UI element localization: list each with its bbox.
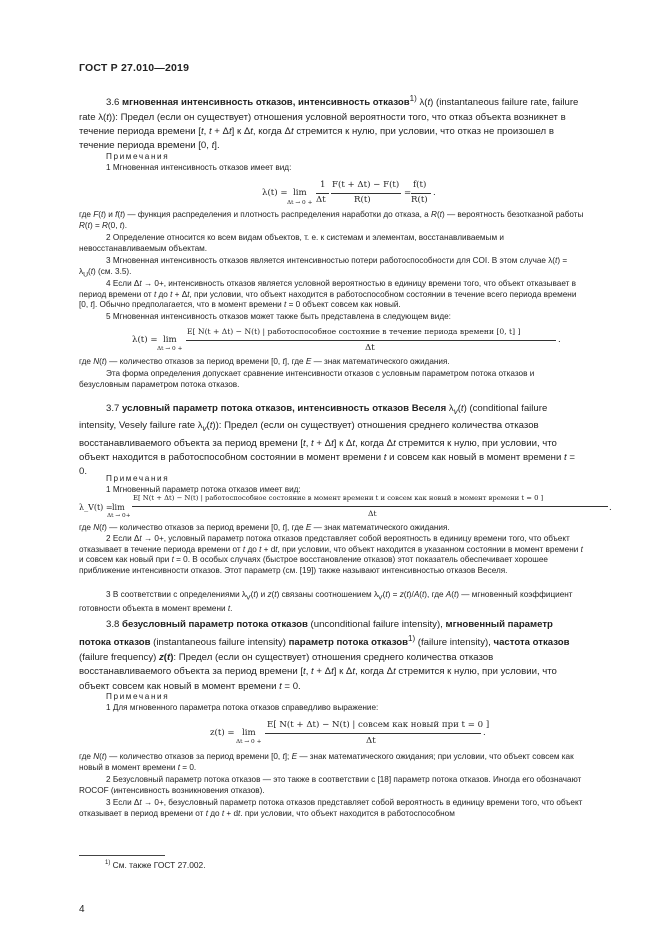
note-3-6-4: 4 Если Δt → 0+, интенсивность отказов является условной вероятностью в единицу времени того, что объект отказывает в период времени от t до t + Δt, при условии, что объект находится в работоспособном состоянии в течение всего периода времени [0, t]. Обычно предполагается, что в момент времени t = 0 объект совсем как новый. — [79, 279, 577, 310]
document-page: ГОСТ Р 27.010—2019 3.6 мгновенная интенсивность отказов, интенсивность отказов$^{1)}$ λ(t) (instantaneous failure rate, failure rate λ(t)): Предел (если он существует) отношения условной вероятности того, что отказ объекта возникнет в течение периода времени [t, t + Δt] к Δt, когда Δt стремится к нулю, при условии, что отказ не произошел в течение периода времени [0, t]. Примечания 1 Мгновенная интенсивность отказов имеет вид: λ(t) = lim Δt → 0 + 1 Δt F(t + Δt) − F(t) R(t) = f(t) R(t) . где F(t) и f(t) — функция распределения и плотность распределения наработки до отказа, а R(t) — вероятность безотказной работы R(t) = R(0, t). 2 Определение относится ко всем видам объектов, т. е. к системам и элементам, восстанавливаемым и невосстанавливаемым объектам. 3 Мгновенная интенсивность отказов является интенсивностью потери работоспособности для COI. В этом случае $\lambda(t) = \lambda_U(t)$ (см. 3.5). 4 Если Δt → 0+, интенсивность отказов является условной вероятностью в единицу времени того, что объект отказывает в период времени от t до t + Δt, при условии, что объект находится в работоспособном состоянии в течение всего периода времени [0, t]. Обычно предполагается, что в момент времени t = 0 объект совсем как новый. 5 Мгновенная интенсивность отказов может также быть представлена в следующем виде: λ(t) = lim Δt → 0 + E[ N(t + Δt) − N(t) | работоспособное состояние в течение периода времени [0, t] ] Δt . где N(t) — количество отказов за период времени [0, t], где E — знак математического ожидания. Эта форма определения допускает сравнение интенсивности отказов с условным параметром потока отказов и безусловным параметром потока отказов. 3.7 условный параметр потока отказов, интенсивность отказов Веселя $\lambda_v(t)$ (conditional failure intensity, Vesely failure rate $\lambda_v(t)$): Предел (если он существует) отношения среднего количества отказов восстанавливаемого объекта за период времени [t, t + Δt] к Δt, когда Δt стремится к нулю, при условии, что объект находится в работоспособном состоянии в момент времени t и совсем как новый в момент времени t = 0. Примечания 1 Мгновенный параметр потока отказов имеет вид: λ_V(t) = lim Δt → 0+ E[ N(t + Δt) − N(t) | работоспособное состояние в момент времени t и совсем как новый в момент времени t = 0 ] Δt . где N(t) — количество отказов за период времени [0, t], где E — знак математического ожидания. 2 Если Δt → 0+, условный параметр потока отказов представляет собой вероятность в единицу времени того, что объект отказывает в течение периода времени от t до t + dt, при условии, что объект находится в указанном состоянии в момент времени t и совсем как новый при t = 0. В особых случаях (быстрое восстановление отказов) этот показатель обеспечивает хорошее приближение интенсивности отказов. Этот параметр (см. [19]) также называют интенсивностью отказов Веселя. 3 В соответствии с определениями $\lambda_V(t)$ и z(t) связаны соотношением $\lambda_V(t) = z(t)/A(t)$, где A(t) — мгновенный коэффициент готовности объекта в момент времени t. 3.8 безусловный параметр потока отказов (unconditional failure intensity), мгновенный параметр потока отказов (instantaneous failure intensity) параметр потока отказов$^{1)}$ (failure intensity), частота отказов (failure frequency) z(t): Предел (если он существует) отношения среднего количества отказов восстанавливаемого объекта за период времени [t, t + Δt] к Δt, когда Δt стремится к нулю, при условии, что объект совсем как новый в момент времени t = 0. Примечания 1 Для мгновенного параметра потока отказов справедливо выражение: z(t) = lim Δt → 0 + E[ N(t + Δt) − N(t) | совсем как новый при t = 0 ] Δt . где N(t) — количество отказов за период времени [0, t]; E — знак математического ожидания; при условии, что объект совсем как новый в момент времени t = 0. 2 Безусловный параметр потока отказов — это также в соответствии с [18] параметр потока отказов. Иногда его обозначают ROCOF (интенсивность возникновения отказов). 3 Если Δt → 0+, безусловный параметр потока отказов представляет собой вероятность в единицу времени того, что объект отказывает в период времени от t до t + dt. при условии, что объект находится в работоспособном $^{1)}$ См. также ГОСТ 27.002. 4 — [0, 0, 661, 935]
note-3-8-2: 2 Безусловный параметр потока отказов — это также в соответствии с [18] параметр потока отказов. Иногда его обозначают ROCOF (интенсивность возникновения отказов). — [79, 775, 582, 795]
notes-title-3-6: Примечания — [106, 152, 170, 161]
note-3-8-3: 3 Если Δt → 0+, безусловный параметр потока отказов представляет собой вероятность в единицу времени того, что объект отказывает в период времени от t до t + dt. при условии, что объект находится в работоспособном — [79, 798, 583, 818]
clause-3-7: 3.7 условный параметр потока отказов, интенсивность отказов Веселя $\lambda_v(t)$ (conditional failure intensity, Vesely failure rate $\lambda_v(t)$): Предел (если он существует) отношения среднего количества отказов восстанавливаемого объекта за период времени [t, t + Δt] к Δt, когда Δt стремится к нулю, при условии, что объект находится в работоспособном состоянии в момент времени t и совсем как новый в момент времени t = 0. — [79, 403, 575, 478]
notes-title-3-8: Примечания — [106, 692, 170, 701]
text-3-7-after-f3: где N(t) — количество отказов за период времени [0, t], где E — знак математического ожидания. — [79, 523, 450, 532]
footnote-separator — [79, 855, 165, 856]
notes-title-3-7: Примечания — [106, 474, 170, 483]
note-3-6-2: 2 Определение относится ко всем видам объектов, т. е. к системам и элементам, восстанавливаемым и невосстанавливаемым объектам. — [79, 233, 504, 253]
note-3-6-3: 3 Мгновенная интенсивность отказов является интенсивностью потери работоспособности для COI. В этом случае $\lambda(t) = \lambda_U(t)$ (см. 3.5). — [79, 256, 568, 279]
note-3-8-1: 1 Для мгновенного параметра потока отказов справедливо выражение: — [106, 703, 379, 712]
text-3-8-after-f4: где N(t) — количество отказов за период времени [0, t]; E — знак математического ожидания; при условии, что объект совсем как новый в момент времени t = 0. — [79, 752, 574, 772]
clause-3-8: 3.8 безусловный параметр потока отказов (unconditional failure intensity), мгновенный параметр потока отказов (instantaneous failure intensity) параметр потока отказов$^{1)}$ (failure intensity), частота отказов (failure frequency) z(t): Предел (если он существует) отношения среднего количества отказов восстанавливаемого объекта за период времени [t, t + Δt] к Δt, когда Δt стремится к нулю, при условии, что объект совсем как новый в момент времени t = 0. — [79, 619, 570, 692]
text-3-6-after-f2: где N(t) — количество отказов за период времени [0, t], где E — знак математического ожидания. — [79, 357, 450, 366]
page-number: 4 — [79, 904, 85, 915]
page-header: ГОСТ Р 27.010—2019 — [79, 62, 190, 74]
note-3-6-5: 5 Мгновенная интенсивность отказов может также быть представлена в следующем виде: — [106, 312, 451, 321]
note-3-7-2: 2 Если Δt → 0+, условный параметр потока отказов представляет собой вероятность в единицу времени того, что объект отказывает в течение периода времени от t до t + dt, при условии, что объект находится в указанном состоянии в момент времени t и совсем как новый при t = 0. В особых случаях (быстрое восстановление отказов) этот показатель обеспечивает хорошее приближение интенсивности отказов. Этот параметр (см. [19]) также называют интенсивностью отказов Веселя. — [79, 534, 583, 576]
note-3-7-1: 1 Мгновенный параметр потока отказов имеет вид: — [106, 485, 301, 494]
note-3-7-3: 3 В соответствии с определениями $\lambda_V(t)$ и z(t) связаны соотношением $\lambda_V(t) = z(t)/A(t)$, где A(t) — мгновенный коэффициент готовности объекта в момент времени t. — [79, 590, 573, 614]
footnote: $^{1)}$ См. также ГОСТ 27.002. — [105, 860, 206, 870]
text-3-6-after-f2b: Эта форма определения допускает сравнение интенсивности отказов с условным параметром потока отказов и безусловным параметром потока отказов. — [79, 369, 535, 389]
text-3-6-after-f1: где F(t) и f(t) — функция распределения и плотность распределения наработки до отказа, а R(t) — вероятность безотказной работы R(t) = R(0, t). — [79, 210, 584, 230]
clause-3-6: 3.6 мгновенная интенсивность отказов, интенсивность отказов$^{1)}$ λ(t) (instantaneous failure rate, failure rate λ(t)): Предел (если он существует) отношения условной вероятности того, что отказ объекта возникнет в течение периода времени [t, t + Δt] к Δt, когда Δt стремится к нулю, при условии, что отказ не произошел в течение периода времени [0, t]. — [79, 94, 579, 152]
note-3-6-1: 1 Мгновенная интенсивность отказов имеет вид: — [106, 163, 292, 172]
